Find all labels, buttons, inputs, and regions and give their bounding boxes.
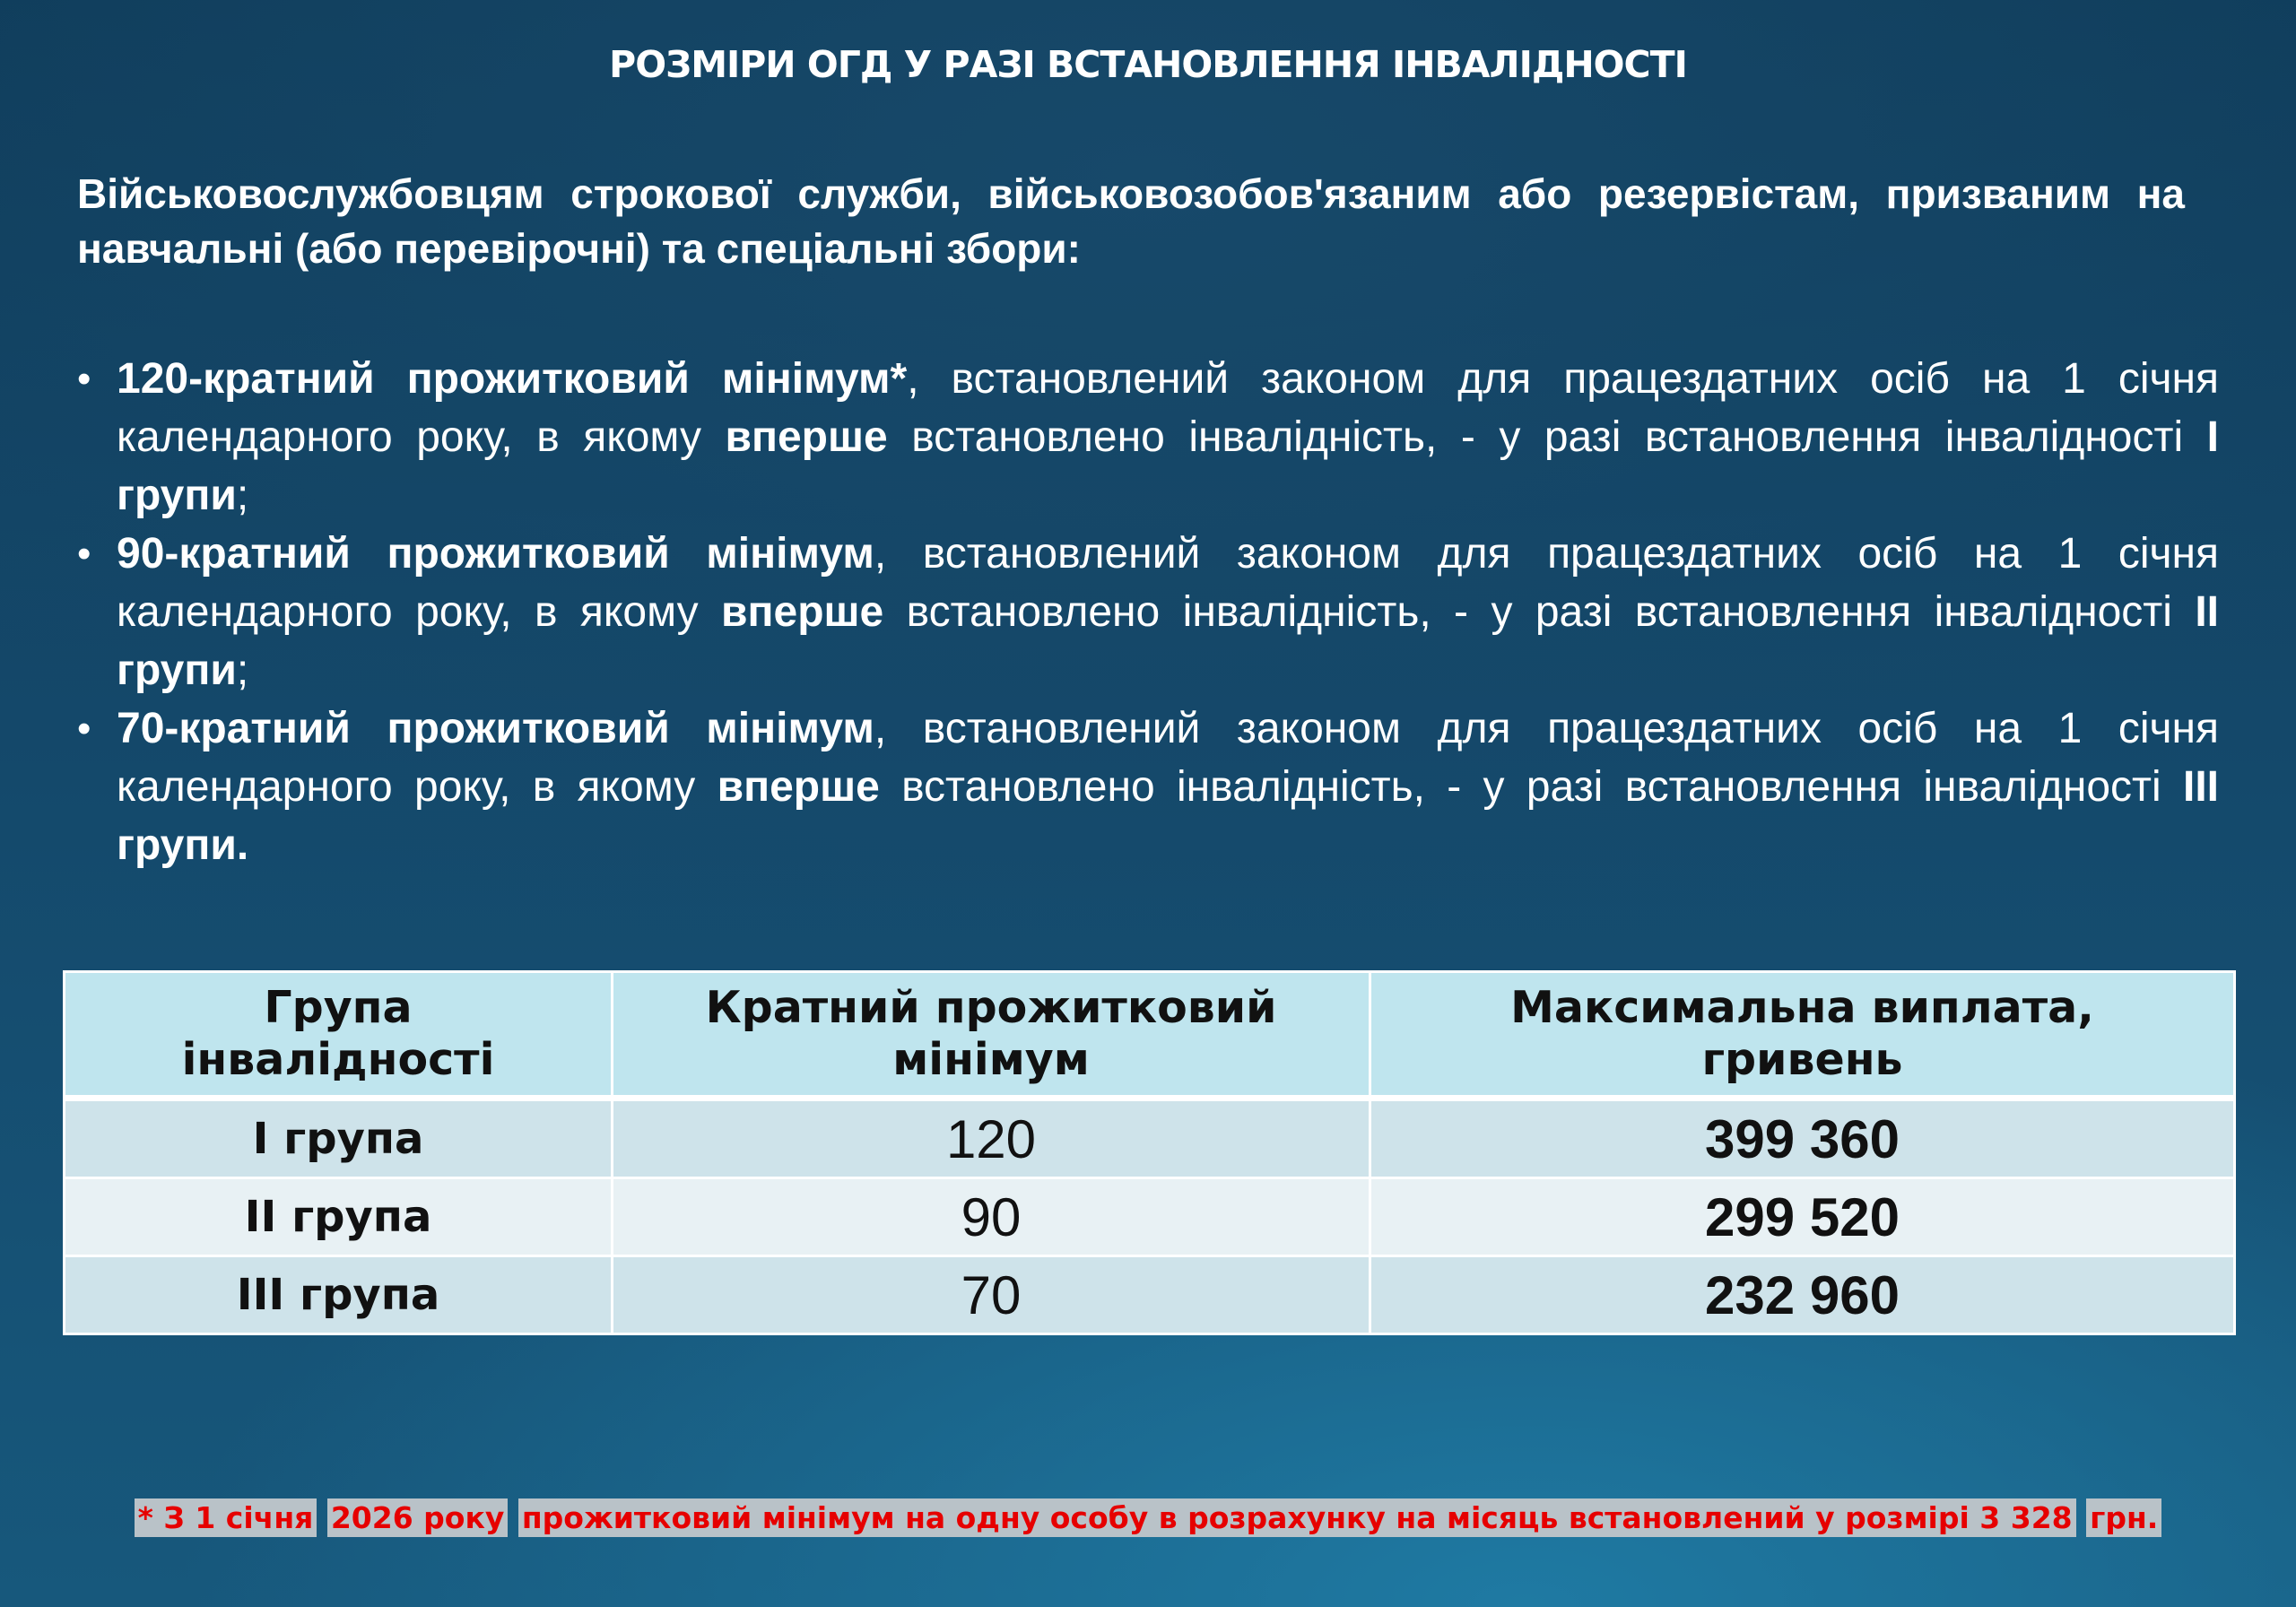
footnote-part: прожитковий мінімум на одну особу в розрахунку на місяць встановлений у розмірі 3 328 bbox=[518, 1498, 2076, 1537]
bullet-bold-end: І групи bbox=[117, 413, 2219, 519]
bullet-text: встановлено інвалідність, - у разі встановлення інвалідності bbox=[883, 588, 2196, 636]
bullet-bold-lead: 70-кратний прожитковий мінімум bbox=[117, 705, 874, 752]
bullet-bold-end: ІІ групи bbox=[117, 588, 2219, 694]
bullet-bold-end: ІІІ групи. bbox=[117, 763, 2219, 869]
bullet-bold-lead: 90-кратний прожитковий мінімум bbox=[117, 530, 874, 578]
bullet-list bbox=[77, 350, 2219, 874]
table-row bbox=[65, 1178, 2235, 1256]
bullet-bold-mid: вперше bbox=[721, 588, 884, 636]
bullet-dot-icon: • bbox=[77, 532, 91, 576]
bullet-item bbox=[77, 350, 2219, 525]
intro-paragraph: Військовослужбовцям строкової служби, військовозобов'язаним або резервістам, призваним на навчальні (або перевірочні) та спеціальні збори: bbox=[77, 170, 2185, 272]
cell-max-payment: 299 520 bbox=[1370, 1178, 2235, 1256]
cell-multiple: 90 bbox=[613, 1178, 1370, 1256]
bullet-text: , встановлений законом для працездатних осіб на 1 січня календарного року, в якому bbox=[117, 355, 2220, 461]
bullet-item bbox=[77, 699, 2219, 874]
cell-multiple: 70 bbox=[613, 1256, 1370, 1334]
footnote bbox=[0, 1500, 2296, 1535]
cell-group: І група bbox=[65, 1099, 613, 1178]
bullet-item bbox=[77, 525, 2219, 699]
footnote-part: грн. bbox=[2086, 1498, 2161, 1537]
cell-multiple: 120 bbox=[613, 1099, 1370, 1178]
bullet-text: встановлено інвалідність, - у разі встановлення інвалідності bbox=[887, 413, 2207, 461]
footnote-part: 2026 року bbox=[327, 1498, 509, 1537]
footnote-part: * З 1 січня bbox=[135, 1498, 317, 1537]
cell-max-payment: 399 360 bbox=[1370, 1099, 2235, 1178]
bullet-text: , встановлений законом для працездатних осіб на 1 січня календарного року, в якому bbox=[117, 530, 2220, 636]
header-disability-group: Група інвалідності bbox=[65, 972, 613, 1099]
cell-group: ІІІ група bbox=[65, 1256, 613, 1334]
bullet-tail: ; bbox=[236, 647, 249, 694]
table-row bbox=[65, 1099, 2235, 1178]
payment-table bbox=[63, 970, 2236, 1335]
bullet-text: , встановлений законом для працездатних осіб на 1 січня календарного року, в якому bbox=[117, 705, 2220, 811]
page-title: РОЗМІРИ ОГД У РАЗІ ВСТАНОВЛЕННЯ ІНВАЛІДНОСТІ bbox=[609, 43, 1687, 86]
bullet-bold-mid: вперше bbox=[725, 413, 888, 461]
cell-max-payment: 232 960 bbox=[1370, 1256, 2235, 1334]
bullet-dot-icon: • bbox=[77, 707, 91, 751]
bullet-bold-mid: вперше bbox=[717, 763, 880, 811]
table-header-row bbox=[65, 972, 2235, 1099]
header-subsistence-multiple: Кратний прожитковий мінімум bbox=[613, 972, 1370, 1099]
header-max-payment: Максимальна виплата, гривень bbox=[1370, 972, 2235, 1099]
bullet-bold-lead: 120-кратний прожитковий мінімум* bbox=[117, 355, 908, 403]
table-row bbox=[65, 1256, 2235, 1334]
bullet-dot-icon: • bbox=[77, 357, 91, 401]
bullet-text: встановлено інвалідність, - у разі встановлення інвалідності bbox=[879, 763, 2183, 811]
cell-group: ІІ група bbox=[65, 1178, 613, 1256]
bullet-tail: ; bbox=[236, 472, 249, 519]
